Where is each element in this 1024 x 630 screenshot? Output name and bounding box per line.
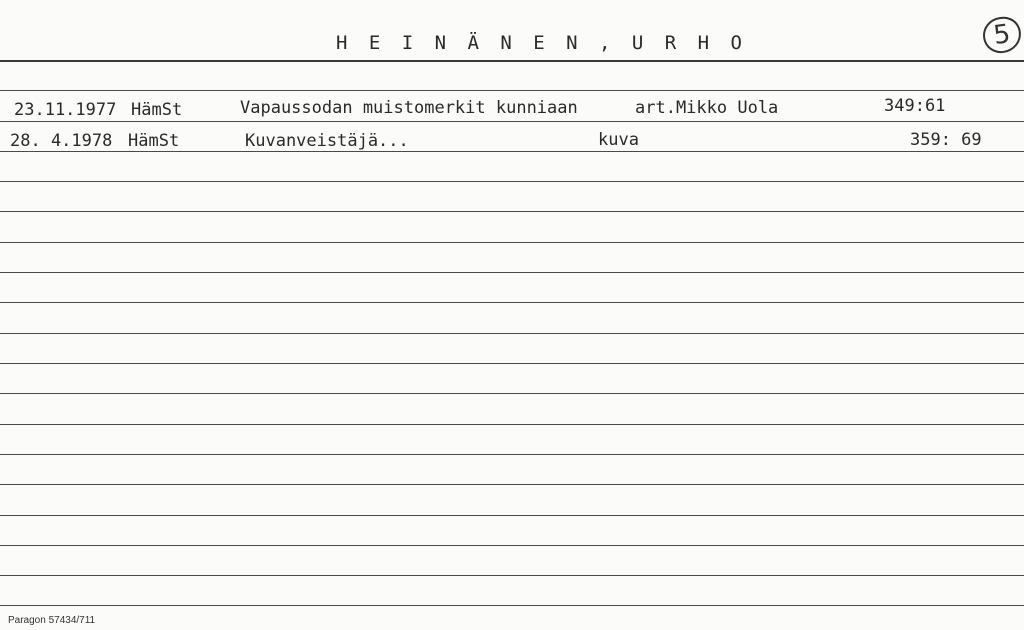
entry-title: Vapaussodan muistomerkit kunniaan bbox=[240, 98, 578, 118]
ruled-line bbox=[0, 393, 1024, 394]
ruled-line bbox=[0, 545, 1024, 546]
ruled-line bbox=[0, 363, 1024, 364]
ruled-line bbox=[0, 242, 1024, 243]
entry-note: art.Mikko Uola bbox=[635, 98, 779, 118]
ruled-line bbox=[0, 181, 1024, 182]
header-rule bbox=[0, 60, 1024, 62]
ruled-line bbox=[0, 424, 1024, 425]
entry-note: kuva bbox=[598, 130, 639, 150]
entry-source: HämSt bbox=[128, 131, 180, 151]
ruled-line bbox=[0, 575, 1024, 576]
card-number-circle: 5 bbox=[981, 15, 1024, 56]
ruled-line bbox=[0, 211, 1024, 212]
ruled-line bbox=[0, 272, 1024, 273]
entry-source: HämSt bbox=[131, 100, 183, 120]
ruled-line bbox=[0, 605, 1024, 606]
ruled-line bbox=[0, 151, 1024, 152]
ruled-line bbox=[0, 90, 1024, 91]
entry-date: 28. 4.1978 bbox=[10, 131, 113, 151]
ruled-line bbox=[0, 484, 1024, 485]
entry-ref: 359: 69 bbox=[910, 130, 982, 150]
ruled-line bbox=[0, 121, 1024, 122]
entry-ref: 349:61 bbox=[884, 96, 946, 116]
entry-date: 23.11.1977 bbox=[14, 100, 117, 120]
card-title: H E I N Ä N E N , U R H O bbox=[336, 32, 747, 54]
ruled-line bbox=[0, 333, 1024, 334]
ruled-line bbox=[0, 515, 1024, 516]
entry-title: Kuvanveistäjä... bbox=[245, 131, 409, 151]
ruled-line bbox=[0, 302, 1024, 303]
printer-imprint: Paragon 57434/711 bbox=[8, 615, 96, 626]
ruled-line bbox=[0, 454, 1024, 455]
